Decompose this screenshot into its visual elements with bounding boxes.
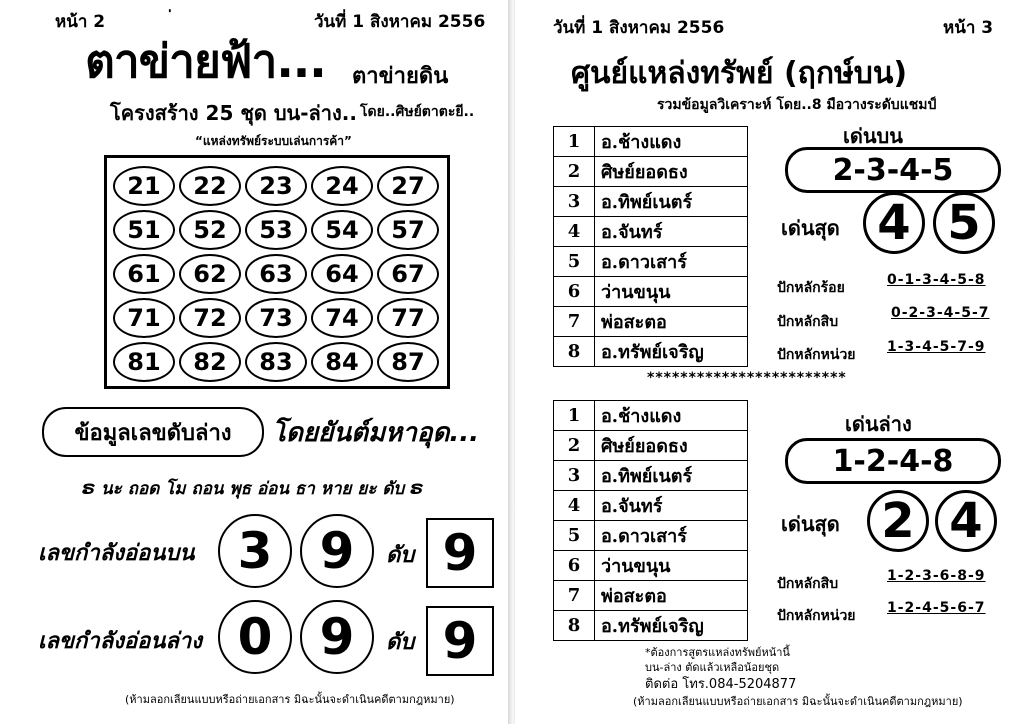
number-grid — [104, 155, 450, 389]
number-ball: 82 — [179, 342, 241, 382]
issue-date: วันที่ 1 สิงหาคม 2556 — [314, 12, 486, 32]
number-ball: 51 — [113, 210, 175, 250]
table-row — [554, 337, 748, 367]
info-pill: ข้อมูลเลขดับล่าง — [42, 407, 264, 457]
number-ball: 73 — [245, 298, 307, 338]
number-ball: 53 — [245, 210, 307, 250]
copyright-footer: (ห้ามลอกเลียนแบบหรือถ่ายเอกสาร มิฉะนั้นจะดำเนินคดีตามกฎหมาย) — [125, 693, 455, 706]
number-ball: 87 — [377, 342, 439, 382]
number-ball: 84 — [311, 342, 373, 382]
expert-name: อ.ดาวเสาร์ — [595, 521, 748, 551]
table-row — [554, 461, 748, 491]
expert-name: ว่านขนุน — [595, 551, 748, 581]
top-heading: เด่นบน — [843, 124, 903, 148]
bottom-tens: 1-2-3-6-8-9 — [887, 568, 986, 584]
rank-number: 5 — [554, 521, 595, 551]
expert-name: อ.ช้างแดง — [595, 127, 748, 157]
bottom-best-1: 2 — [867, 490, 929, 552]
bottom-tens-label: ปักหลักสิบ — [777, 576, 839, 592]
rank-number: 3 — [554, 187, 595, 217]
bottom-best-label: เด่นสุด — [781, 512, 840, 536]
table-row — [554, 581, 748, 611]
upper-digit-2: 9 — [300, 514, 374, 588]
rank-number: 2 — [554, 431, 595, 461]
expert-name: พ่อสะตอ — [595, 581, 748, 611]
number-ball: 22 — [179, 166, 241, 206]
expert-name: อ.ทิพย์เนตร์ — [595, 187, 748, 217]
number-ball: 23 — [245, 166, 307, 206]
rank-number: 1 — [554, 127, 595, 157]
subtitle: โครงสร้าง 25 ชุด บน-ล่าง.. — [110, 101, 357, 125]
page-number: หน้า 2 — [55, 12, 106, 32]
table-row — [554, 247, 748, 277]
upper-dead-digit: 9 — [426, 518, 494, 588]
number-ball: 77 — [377, 298, 439, 338]
rank-number: 6 — [554, 551, 595, 581]
separator: ************************ — [647, 370, 847, 386]
bottom-set: 1-2-4-8 — [785, 438, 1001, 484]
top-best-2: 5 — [933, 192, 995, 254]
bottom-best-2: 4 — [935, 490, 997, 552]
number-ball: 61 — [113, 254, 175, 294]
table-row — [554, 521, 748, 551]
lower-weak-label: เลขกำลังอ่อนล่าง — [38, 629, 202, 654]
number-ball: 24 — [311, 166, 373, 206]
expert-name: อ.ช้างแดง — [595, 401, 748, 431]
by-line: โดยยันต์มหาอุด... — [272, 418, 479, 448]
number-ball: 64 — [311, 254, 373, 294]
top-hundreds: 0-1-3-4-5-8 — [887, 272, 986, 288]
rank-number: 2 — [554, 157, 595, 187]
table-row — [554, 491, 748, 521]
top-tens-label: ปักหลักสิบ — [777, 314, 839, 330]
lower-dead-digit: 9 — [426, 606, 494, 676]
note-contact: ติดต่อ โทร.084-5204877 — [645, 677, 797, 692]
table-row — [554, 307, 748, 337]
number-ball: 71 — [113, 298, 175, 338]
number-ball: 74 — [311, 298, 373, 338]
top-set: 2-3-4-5 — [785, 147, 1001, 193]
bottom-heading: เด่นล่าง — [845, 412, 912, 436]
expert-name: อ.จันทร์ — [595, 491, 748, 521]
main-title: ศูนย์แหล่งทรัพย์ (ฤกษ์บน) — [571, 56, 908, 91]
expert-name: อ.ทรัพย์เจริญ — [595, 611, 748, 641]
number-ball: 72 — [179, 298, 241, 338]
rank-number: 4 — [554, 491, 595, 521]
copyright-footer: (ห้ามลอกเลียนแบบหรือถ่ายเอกสาร มิฉะนั้นจะดำเนินคดีตามกฎหมาย) — [633, 695, 963, 708]
note-formula: *ต้องการสูตรแหล่งทรัพย์หน้านี้ — [645, 646, 790, 659]
rank-number: 8 — [554, 337, 595, 367]
number-ball: 27 — [377, 166, 439, 206]
rank-number: 1 — [554, 401, 595, 431]
expert-name: อ.ทรัพย์เจริญ — [595, 337, 748, 367]
table-row — [554, 217, 748, 247]
number-ball: 81 — [113, 342, 175, 382]
rank-number: 7 — [554, 581, 595, 611]
bottom-units-label: ปักหลักหน่วย — [777, 608, 856, 624]
expert-table-top — [553, 126, 748, 367]
tagline: “แหล่งทรัพย์ระบบเล่นการค้า” — [195, 134, 352, 148]
table-row — [554, 431, 748, 461]
number-ball: 62 — [179, 254, 241, 294]
expert-name: พ่อสะตอ — [595, 307, 748, 337]
table-row — [554, 401, 748, 431]
expert-name: อ.จันทร์ — [595, 217, 748, 247]
rank-number: 6 — [554, 277, 595, 307]
expert-table-bottom — [553, 400, 748, 641]
expert-name: ศิษย์ยอดธง — [595, 431, 748, 461]
rank-number: 8 — [554, 611, 595, 641]
table-row — [554, 127, 748, 157]
table-row — [554, 277, 748, 307]
number-ball: 57 — [377, 210, 439, 250]
table-row — [554, 611, 748, 641]
number-ball: 63 — [245, 254, 307, 294]
expert-name: อ.ดาวเสาร์ — [595, 247, 748, 277]
expert-name: ว่านขนุน — [595, 277, 748, 307]
upper-weak-label: เลขกำลังอ่อนบน — [38, 541, 195, 566]
rank-number: 5 — [554, 247, 595, 277]
secondary-title: ตาข่ายดิน — [352, 64, 449, 89]
main-title: ตาข่ายฟ้า... — [85, 34, 326, 88]
top-best-1: 4 — [863, 192, 925, 254]
table-row — [554, 551, 748, 581]
rank-number: 3 — [554, 461, 595, 491]
rank-number: 7 — [554, 307, 595, 337]
subtitle: รวมข้อมูลวิเคราะห์ โดย..8 มือวางระดับแชมป์ — [657, 97, 937, 113]
expert-name: ศิษย์ยอดธง — [595, 157, 748, 187]
chant: ຣ นะ ถอด โม ถอน พุธ อ่อน ธา หาย ยะ ดับ ຣ — [82, 479, 424, 499]
top-tens: 0-2-3-4-5-7 — [891, 305, 990, 321]
table-row — [554, 187, 748, 217]
subtitle-author: โดย..ศิษย์ตาตะยี.. — [360, 104, 475, 120]
issue-date: วันที่ 1 สิงหาคม 2556 — [553, 18, 725, 38]
upper-dead-label: ดับ — [386, 543, 415, 568]
number-ball: 54 — [311, 210, 373, 250]
swirl-right-icon: ຣ — [404, 479, 424, 499]
bottom-units: 1-2-4-5-6-7 — [887, 600, 986, 616]
page-number: หน้า 3 — [943, 18, 994, 38]
number-ball: 52 — [179, 210, 241, 250]
upper-digit-1: 3 — [218, 514, 292, 588]
right-page — [515, 0, 1024, 724]
swirl-left-icon: ຣ — [82, 479, 102, 499]
top-units: 1-3-4-5-7-9 — [887, 339, 986, 355]
lower-dead-label: ดับ — [386, 630, 415, 655]
top-units-label: ปักหลักหน่วย — [777, 347, 856, 363]
lower-digit-2: 9 — [300, 600, 374, 674]
note-reduced: บน-ล่าง ตัดแล้วเหลือน้อยชุด — [645, 661, 780, 674]
table-row — [554, 157, 748, 187]
expert-name: อ.ทิพย์เนตร์ — [595, 461, 748, 491]
top-best-label: เด่นสุด — [781, 216, 840, 240]
number-ball: 67 — [377, 254, 439, 294]
top-hundreds-label: ปักหลักร้อย — [777, 280, 845, 296]
rank-number: 4 — [554, 217, 595, 247]
number-ball: 21 — [113, 166, 175, 206]
lower-digit-1: 0 — [218, 600, 292, 674]
number-ball: 83 — [245, 342, 307, 382]
